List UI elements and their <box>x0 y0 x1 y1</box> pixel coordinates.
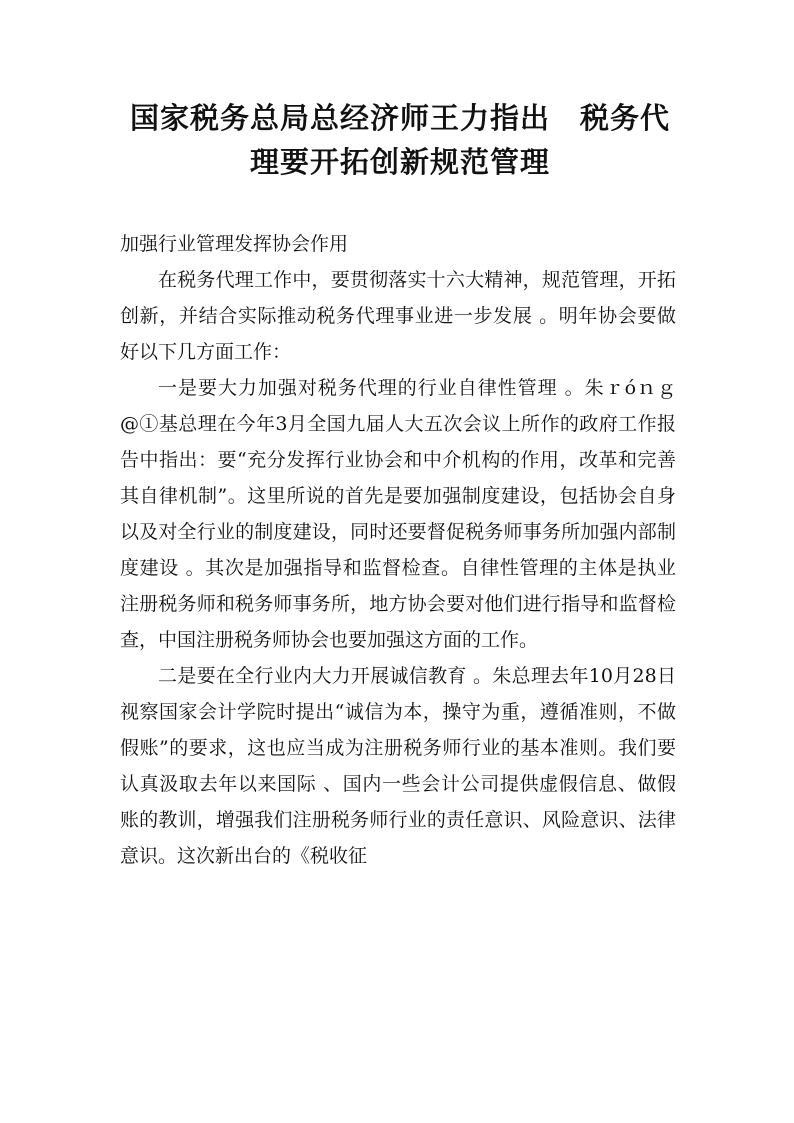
paragraph-2: 一是要大力加强对税务代理的行业自律性管理 。朱ｒóｎｇ@①基总理在今年3月全国九届人大五次会议上所作的政府工作报告中指出：要“充分发挥行业协会和中介机构的作用，改革和完善其自律机制”。这里所说的首先是要加强制度建设，包括协会自身以及对全行业的制度建设，同时还要督促税务师事务所加强内部制度建设 。其次是加强指导和监督检查。自律性管理的主体是执业注册税务师和税务师事务所，地方协会要对他们进行指导和监督检查，中国注册税务师协会也要加强这方面的工作。 <box>120 377 676 651</box>
title-line-2: 理要开拓创新规范管理 <box>249 145 550 179</box>
paragraph-3: 二是要在全行业内大力开展诚信教育 。朱总理去年10月28日视察国家会计学院时提出“诚信为本，操守为重，遵循准则，不做假账”的要求，这也应当成为注册税务师行业的基本准则。我们要认真汲取去年以来国际 、国内一些会计公司提供虚假信息、做假账的教训，增强我们注册税务师行业的责任意识、风险意识、法律意识。这次新出台的《税收征 <box>120 665 676 867</box>
section-heading: 加强行业管理发挥协会作用 <box>120 233 349 255</box>
document-title <box>120 96 680 184</box>
paragraph-1: 在税务代理工作中，要贯彻落实十六大精神，规范管理，开拓创新，并结合实际推动税务代理事业进一步发展 。明年协会要做好以下几方面工作： <box>120 269 676 363</box>
document-body <box>120 226 676 874</box>
title-line-1: 国家税务总局总经济师王力指出 税务代 <box>129 101 670 135</box>
